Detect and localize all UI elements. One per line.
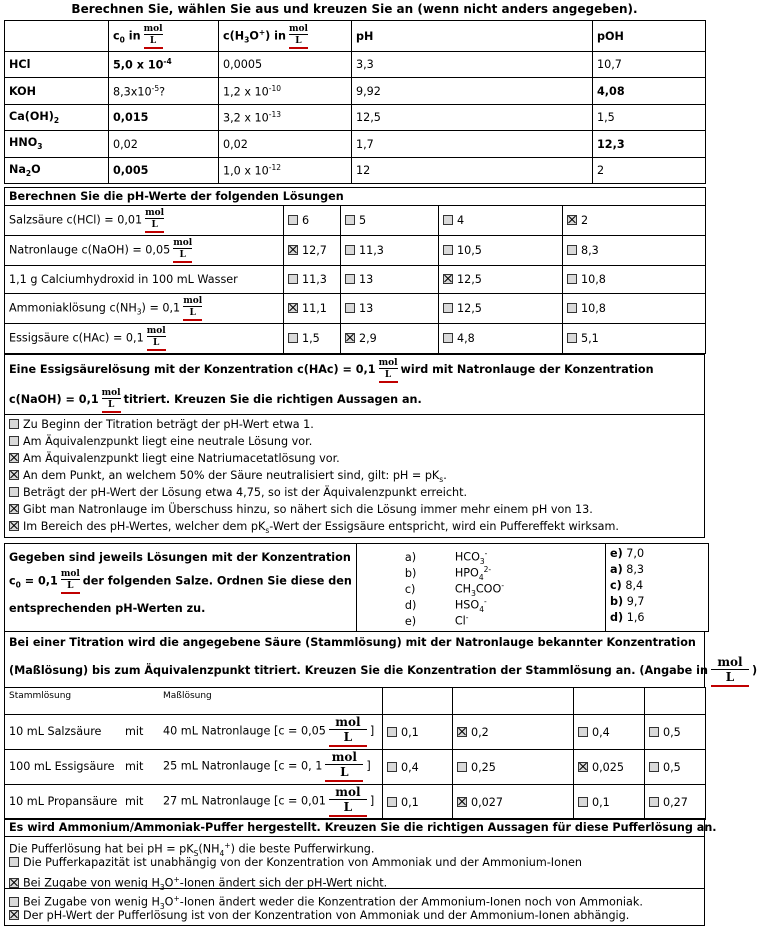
checkbox-unchecked[interactable] xyxy=(457,762,467,772)
ph-question-row: Ammoniaklösung $c(NH_3) = 0,1$ $\frac{\text{mol}}{L}$ 11,1 13 12,5 10,8 xyxy=(5,294,706,324)
checkbox-checked[interactable] xyxy=(457,727,467,737)
checkbox-checked[interactable] xyxy=(578,762,588,772)
checkbox-unchecked[interactable] xyxy=(443,215,453,225)
checkbox-unchecked[interactable] xyxy=(9,857,19,867)
checkbox-checked[interactable] xyxy=(9,910,19,920)
ph-question-row: Salzsäure c(HCl) = 0,01 $\frac{\text{mol}}{L}$ 6 5 4 2 xyxy=(5,206,706,236)
buffer-heading: Es wird Ammonium/Ammoniak-Puffer hergestellt. Kreuzen Sie die richtigen Aussagen für diese Pufferlösung an. xyxy=(4,818,705,837)
checkbox-checked[interactable] xyxy=(9,470,19,480)
table-row: $Ca(OH)_2$ 0,015 3,2 x $10^{-13}$ 12,5 1,5 xyxy=(5,105,706,131)
checkbox-checked[interactable] xyxy=(443,274,453,284)
checkbox-unchecked[interactable] xyxy=(9,897,19,907)
titration-heading: Eine Essigsäurelösung mit der Konzentration c(HAc) = 0,1 $\frac{\text{mol}}{L}$ wird mit Natronlauge der Konzentration c(NaOH) = 0,1 $\frac{\text{mol}}{L}$ titriert. Kreuzen Sie die richtigen Aussagen an. xyxy=(4,354,705,415)
stamm-row: 10 mL Propansäure mit 27 mL Natronlauge [c = 0,01 $\frac{\text{mol}}{L}$ ] 0,1 0,027 0,1 0,27 xyxy=(5,785,706,820)
ph-values-table xyxy=(4,187,706,354)
table-row: $HNO_3$ 0,02 0,02 1,7 12,3 xyxy=(5,131,706,158)
stamm-row: 10 mL Salzsäure mit 40 mL Natronlauge [c = 0,05 $\frac{\text{mol}}{L}$ ] 0,1 0,2 0,4 0,5 xyxy=(5,715,706,750)
checkbox-checked[interactable] xyxy=(9,504,19,514)
header-c0: $c_0$ in $\frac{\text{mol}}{L}$ xyxy=(109,21,219,52)
checkbox-unchecked[interactable] xyxy=(345,245,355,255)
buffer-statements-b xyxy=(4,888,705,926)
statement[interactable]: An dem Punkt, an welchem 50% der Säure neutralisiert sind, gilt: pH = $pK_s$. xyxy=(5,467,704,484)
table-header-row xyxy=(5,21,706,52)
checkbox-unchecked[interactable] xyxy=(567,245,577,255)
statement[interactable]: Am Äquivalenzpunkt liegt eine Natriumacetatlösung vor. xyxy=(5,450,704,467)
salts-list: a) $HCO_3^-$ b) $HPO_4^{2-}$ c) $CH_3COO^-$ d) $HSO_4^-$ e) Cl- xyxy=(356,544,605,632)
checkbox-checked[interactable] xyxy=(9,521,19,531)
table-row: KOH $8,3x10^{-5}$? 1,2 x $10^{-10}$ 9,92 4,08 xyxy=(5,78,706,105)
checkbox-unchecked[interactable] xyxy=(387,762,397,772)
salts-table xyxy=(4,543,709,632)
checkbox-unchecked[interactable] xyxy=(443,245,453,255)
statement[interactable]: Am Äquivalenzpunkt liegt eine neutrale Lösung vor. xyxy=(5,433,704,450)
titration-statements xyxy=(4,414,705,538)
checkbox-unchecked[interactable] xyxy=(649,762,659,772)
checkbox-unchecked[interactable] xyxy=(9,419,19,429)
salts-prompt: Gegeben sind jeweils Lösungen mit der Konzentration $c_0 = 0,1$ $\frac{\text{mol}}{L}$ der folgenden Salze. Ordnen Sie diese den entsprechenden pH-Werten zu. xyxy=(5,544,357,632)
stamm-heading: Bei einer Titration wird die angegebene Säure (Stammlösung) mit der Natronlauge bekannter Konzentration (Maßlösung) bis zum Äquivalenzpunkt titriert. Kreuzen Sie die Konzentration der Stammlösung an. (Angabe in $\frac{\text{mol}}{L}$ ) xyxy=(4,631,705,688)
header-poh: pOH xyxy=(593,21,706,52)
checkbox-checked[interactable] xyxy=(567,215,577,225)
table-row: $Na_2O$ 0,005 1,0 x $10^{-12}$ 12 2 xyxy=(5,158,706,184)
checkbox-unchecked[interactable] xyxy=(288,333,298,343)
checkbox-unchecked[interactable] xyxy=(345,303,355,313)
ph-question-row: Essigsäure c(HAc) = 0,1 $\frac{\text{mol}}{L}$ 1,5 2,9 4,8 5,1 xyxy=(5,324,706,354)
ph-question-row: 1,1 g Calciumhydroxid in 100 mL Wasser 11,3 13 12,5 10,8 xyxy=(5,266,706,294)
checkbox-unchecked[interactable] xyxy=(567,274,577,284)
checkbox-unchecked[interactable] xyxy=(9,487,19,497)
checkbox-checked[interactable] xyxy=(288,245,298,255)
checkbox-unchecked[interactable] xyxy=(387,727,397,737)
checkbox-unchecked[interactable] xyxy=(567,333,577,343)
statement[interactable]: Bei Zugabe von wenig $H_3O^+$-Ionen ändert sich der pH-Wert nicht. xyxy=(5,871,704,888)
buffer-statements-a xyxy=(4,836,705,892)
checkbox-checked[interactable] xyxy=(345,333,355,343)
checkbox-unchecked[interactable] xyxy=(9,436,19,446)
statement[interactable]: Die Pufferlösung hat bei pH = $pK_S(NH_4^+)$ die beste Pufferwirkung. xyxy=(9,841,375,858)
checkbox-unchecked[interactable] xyxy=(345,274,355,284)
page-title: Berechnen Sie, wählen Sie aus und kreuzen Sie an (wenn nicht anders angegeben). xyxy=(71,2,638,16)
checkbox-unchecked[interactable] xyxy=(345,215,355,225)
statement[interactable]: Im Bereich des pH-Wertes, welcher dem $pK_s$-Wert der Essigsäure entspricht, wird ein Puffereffekt wirksam. xyxy=(5,518,704,535)
checkbox-unchecked[interactable] xyxy=(567,303,577,313)
statement[interactable]: Bei Zugabe von wenig $H_3O^+$-Ionen ändert weder die Konzentration der Ammonium-Ionen noch von Ammoniak. xyxy=(5,890,704,907)
statement[interactable]: Zu Beginn der Titration beträgt der pH-Wert etwa 1. xyxy=(5,416,704,433)
checkbox-unchecked[interactable] xyxy=(649,727,659,737)
checkbox-unchecked[interactable] xyxy=(288,215,298,225)
stamm-table: Stammlösung Maßlösung 10 mL Salzsäure mit 40 mL Natronlauge [c = 0,05 $\frac{\text{mol}}{L}$ ] 0,1 0,2 0,4 0,5 100 mL Essigsäure mit 25 mL Natronlauge [c = 0, 1 $\frac{\text{mol}}{L}$ ] 0,4 0,25 0,025 0,5 10 mL Propansäure mit 27 mL Natronlauge [c = 0,01 $\frac{\text{mol}}{L}$ ] 0,1 0,027 0,1 0,27 xyxy=(4,687,706,820)
ph-section-heading: Berechnen Sie die pH-Werte der folgenden Lösungen xyxy=(5,188,706,206)
statement[interactable]: Gibt man Natronlauge im Überschuss hinzu, so nähert sich die Lösung immer mehr einem pH von 13. xyxy=(5,501,704,518)
concentration-table xyxy=(4,20,706,184)
table-row: HCl 5,0 x $10^{-4}$ 0,0005 3,3 10,7 xyxy=(5,52,706,78)
checkbox-unchecked[interactable] xyxy=(578,727,588,737)
checkbox-checked[interactable] xyxy=(9,878,19,888)
stamm-row: 100 mL Essigsäure mit 25 mL Natronlauge [c = 0, 1 $\frac{\text{mol}}{L}$ ] 0,4 0,25 0,025 0,5 xyxy=(5,750,706,785)
statement[interactable]: Beträgt der pH-Wert der Lösung etwa 4,75, so ist der Äquivalenzpunkt erreicht. xyxy=(5,484,704,501)
checkbox-unchecked[interactable] xyxy=(578,797,588,807)
salts-answers: e) 7,0 a) 8,3 c) 8,4 b) 9,7 d) 1,6 xyxy=(606,544,709,632)
checkbox-unchecked[interactable] xyxy=(387,797,397,807)
statement[interactable]: Der pH-Wert der Pufferlösung ist von der Konzentration von Ammoniak und der Ammonium-Ionen abhängig. xyxy=(5,907,704,924)
statement[interactable]: Die Pufferkapazität ist unabhängig von der Konzentration von Ammoniak und der Ammonium-Ionen xyxy=(5,854,704,871)
checkbox-unchecked[interactable] xyxy=(443,303,453,313)
checkbox-checked[interactable] xyxy=(288,303,298,313)
checkbox-unchecked[interactable] xyxy=(288,274,298,284)
header-ph: pH xyxy=(352,21,593,52)
checkbox-checked[interactable] xyxy=(9,453,19,463)
header-ch3o: $c(H_3O^+)$ in $\frac{\text{mol}}{L}$ xyxy=(219,21,352,52)
ph-question-row: Natronlauge c(NaOH) = 0,05 $\frac{\text{mol}}{L}$ 12,7 11,3 10,5 8,3 xyxy=(5,236,706,266)
checkbox-unchecked[interactable] xyxy=(649,797,659,807)
checkbox-unchecked[interactable] xyxy=(443,333,453,343)
checkbox-checked[interactable] xyxy=(457,797,467,807)
